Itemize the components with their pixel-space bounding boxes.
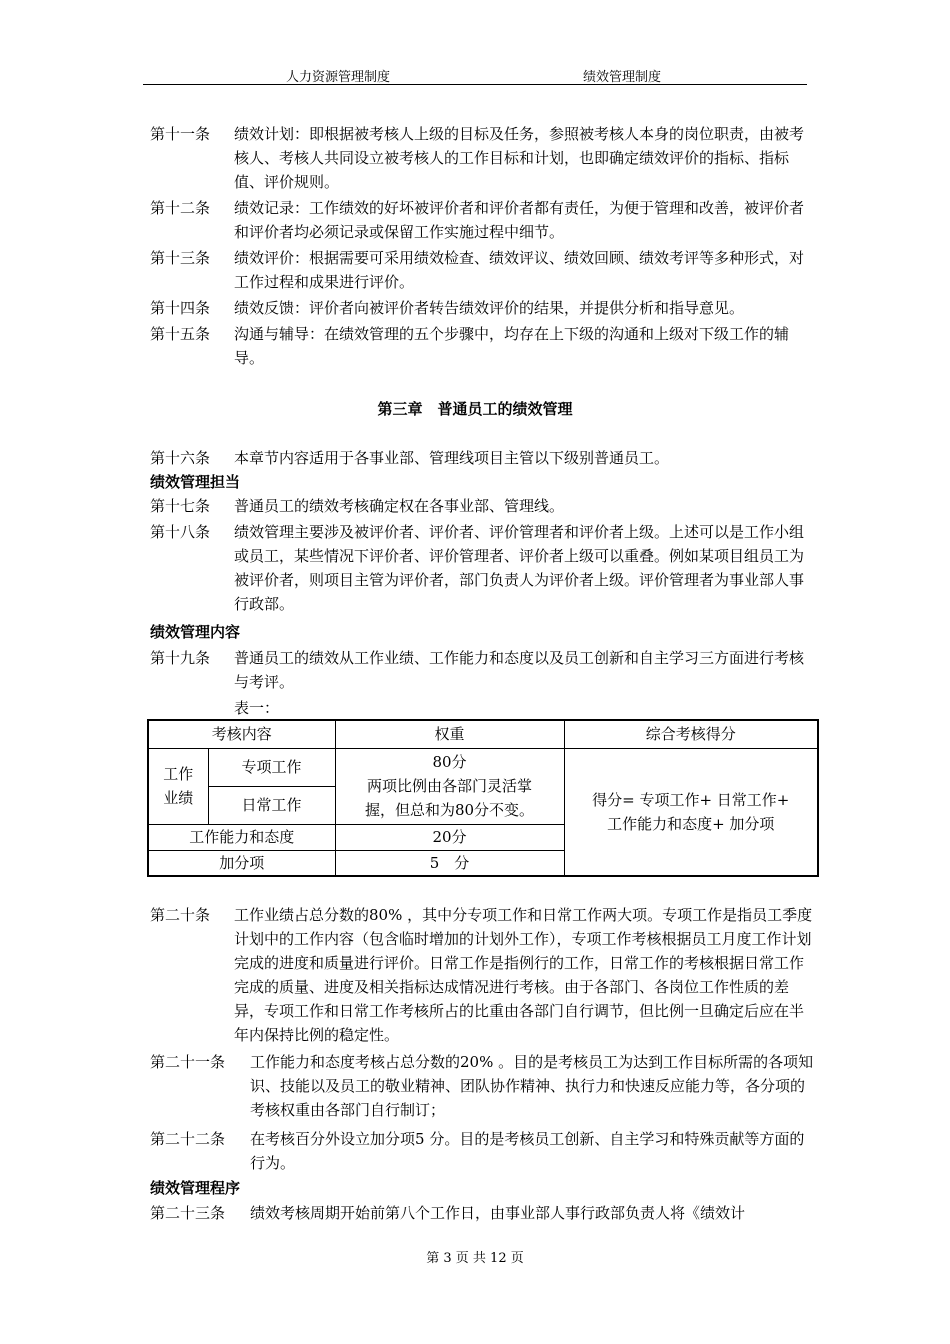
article-15	[150, 322, 815, 370]
article-number: 第二十二条	[150, 1130, 226, 1148]
page-footer: 第 3 页 共 12 页	[426, 1251, 524, 1266]
article-number: 第十五条	[150, 325, 211, 343]
section-heading: 绩效管理内容	[150, 623, 241, 641]
article-text: 绩效计划：即根据被考核人上级的目标及任务，参照被考核人本身的岗位职责，由被考核人、考核人共同设立被考核人的工作目标和计划，也即确定绩效评价的指标、指标值、评价规则。	[234, 125, 805, 191]
article-text: 在考核百分外设立加分项5 分。目的是考核员工创新、自主学习和特殊贡献等方面的行为。	[250, 1130, 805, 1172]
article-number: 第十九条	[150, 649, 211, 667]
table-label: 表一：	[234, 699, 280, 717]
performance-line: 工作	[163, 765, 194, 783]
article-text: 工作业绩占总分数的80% ，其中分专项工作和日常工作两大项。专项工作是指员工季度计划中的工作内容（包含临时增加的计划外工作），专项工作考核根据员工月度工作计划完成的进度和质量进行评价。日常工作是指例行的工作，日常工作的考核根据日常工作完成的质量、进度及相关指标达成情况进行考核。由于各部门、各岗位工作性质的差异，专项工作和日常工作考核所占的比重由各部门自行调节，但比例一旦确定后应在半年内保持比例的稳定性。	[234, 906, 813, 1044]
article-text: 普通员工的绩效从工作业绩、工作能力和态度以及员工创新和自主学习三方面进行考核与考评。	[234, 649, 805, 691]
section-heading: 绩效管理担当	[150, 473, 241, 491]
article-text: 绩效评价：根据需要可采用绩效检查、绩效评议、绩效回顾、绩效考评等多种形式，对工作过程和成果进行评价。	[234, 249, 805, 291]
article-text: 本章节内容适用于各事业部、管理线项目主管以下级别普通员工。	[234, 449, 670, 467]
article-17	[150, 494, 815, 518]
daily-work-cell: 日常工作	[208, 786, 335, 824]
bonus-weight-cell: 5 分	[335, 850, 564, 876]
article-number: 第十七条	[150, 497, 211, 515]
article-19	[150, 646, 815, 694]
weight-line: 握，但总和为80分不变。	[364, 801, 535, 819]
article-21	[150, 1050, 815, 1122]
article-13	[150, 246, 815, 294]
special-work-cell: 专项工作	[208, 748, 335, 786]
table-header-weight: 权重	[335, 720, 564, 748]
article-text: 绩效管理主要涉及被评价者、评价者、评价管理者和评价者上级。上述可以是工作小组或员工，某些情况下评价者、评价管理者、评价者上级可以重叠。例如某项目组员工为被评价者，则项目主管为评价者，部门负责人为评价者上级。评价管理者为事业部人事行政部。	[234, 523, 805, 613]
article-text: 绩效记录：工作绩效的好坏被评价者和评价者都有责任，为便于管理和改善，被评价者和评价者均必须记录或保留工作实施过程中细节。	[234, 199, 805, 241]
bonus-cell: 加分项	[148, 850, 335, 876]
weight-line: 80分	[432, 753, 467, 771]
article-number: 第二十条	[150, 906, 211, 924]
ability-cell: 工作能力和态度	[148, 824, 335, 850]
section-heading: 绩效管理程序	[150, 1179, 241, 1197]
score-formula-cell	[564, 748, 818, 876]
header-left-title: 人力资源管理制度	[286, 70, 391, 85]
article-number: 第二十三条	[150, 1204, 226, 1222]
article-22	[150, 1127, 815, 1175]
assessment-table	[147, 719, 819, 877]
article-14	[150, 296, 815, 320]
article-text: 普通员工的绩效考核确定权在各事业部、管理线。	[234, 497, 565, 515]
chapter-title: 第三章 普通员工的绩效管理	[377, 400, 573, 418]
article-number: 第二十一条	[150, 1053, 226, 1071]
formula-line: 得分= 专项工作+ 日常工作+	[592, 790, 790, 809]
article-text: 沟通与辅导：在绩效管理的五个步骤中，均存在上下级的沟通和上级对下级工作的辅导。	[234, 325, 790, 367]
article-11	[150, 122, 815, 194]
article-number: 第十三条	[150, 249, 211, 267]
header-right-title: 绩效管理制度	[583, 70, 662, 85]
article-number: 第十二条	[150, 199, 211, 217]
article-text: 工作能力和态度考核占总分数的20% 。目的是考核员工为达到工作目标所需的各项知识、技能以及员工的敬业精神、团队协作精神、执行力和快速反应能力等，各分项的考核权重由各部门自行制订；	[250, 1053, 814, 1119]
article-number: 第十八条	[150, 523, 211, 541]
formula-line: 工作能力和态度+ 加分项	[607, 814, 775, 833]
article-12	[150, 196, 815, 244]
performance-line: 业绩	[163, 789, 194, 807]
weight-line: 两项比例由各部门灵活掌	[366, 777, 532, 795]
performance-cell	[148, 748, 208, 824]
page-header	[143, 66, 807, 85]
article-number: 第十一条	[150, 125, 211, 143]
article-18	[150, 520, 815, 616]
article-23	[150, 1201, 815, 1225]
article-number: 第十六条	[150, 449, 211, 467]
performance-weight-cell	[335, 748, 564, 824]
ability-weight-cell: 20分	[335, 824, 564, 850]
table-header-score: 综合考核得分	[564, 720, 818, 748]
article-20	[150, 903, 815, 1047]
article-text: 绩效考核周期开始前第八个工作日，由事业部人事行政部负责人将《绩效计	[250, 1204, 746, 1222]
table-header-content: 考核内容	[148, 720, 335, 748]
article-16	[150, 446, 815, 470]
article-number: 第十四条	[150, 299, 211, 317]
article-text: 绩效反馈：评价者向被评价者转告绩效评价的结果，并提供分析和指导意见。	[234, 299, 745, 317]
